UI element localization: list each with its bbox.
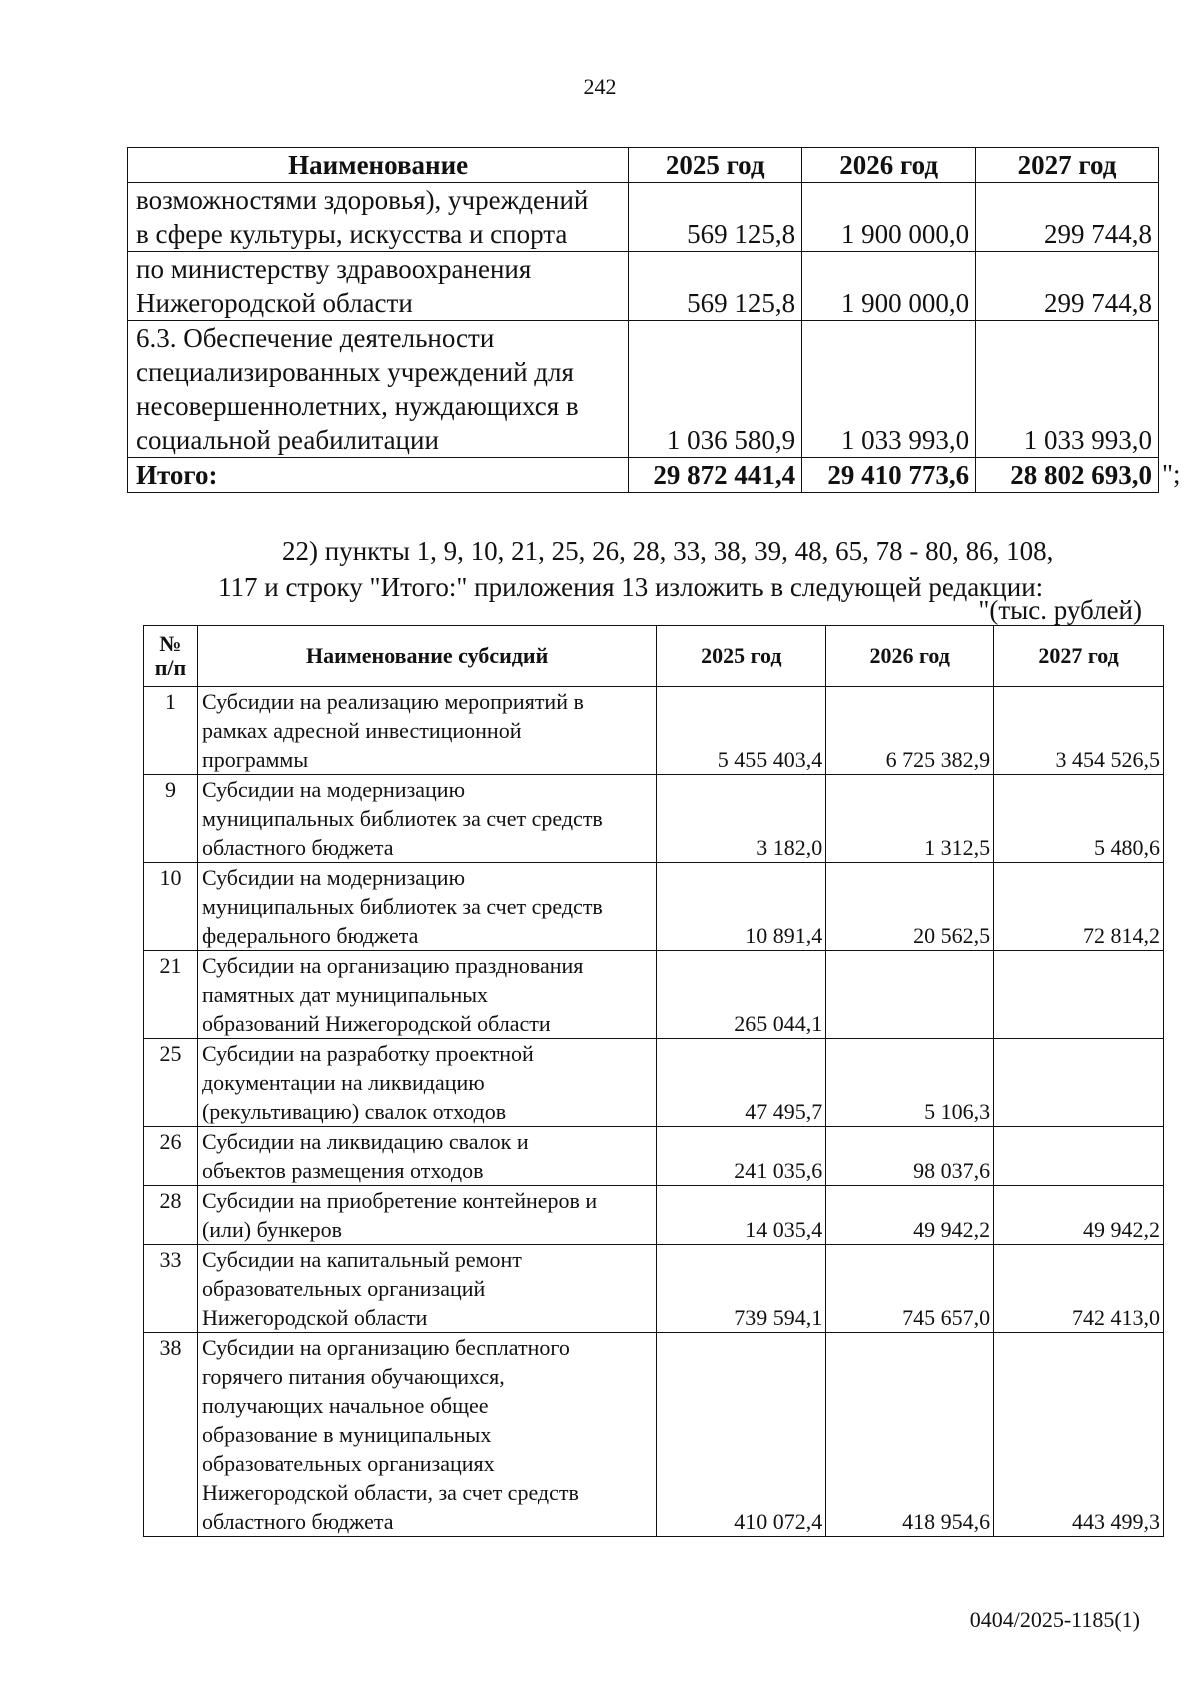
- name-line: Субсидии на модернизацию: [201, 777, 466, 802]
- subsidy-name: [197, 1333, 656, 1537]
- name-line: Субсидии на приобретение контейнеров и: [201, 1188, 598, 1213]
- table2-header-row: [144, 626, 1164, 687]
- name-line: Субсидии на ликвидацию свалок и: [201, 1129, 529, 1154]
- name-line: в сфере культуры, искусства и спорта: [136, 219, 568, 249]
- subsidy-name: [197, 951, 656, 1039]
- value-2026: 745 657,0: [826, 1245, 994, 1333]
- name-line: Субсидии на реализацию мероприятий в: [201, 689, 584, 714]
- value-2027: 5 480,6: [994, 775, 1164, 863]
- name-line: возможностями здоровья), учреждений: [136, 185, 589, 215]
- table1-header-2025: 2025 год: [629, 148, 802, 183]
- table1-row-name: [128, 252, 629, 321]
- table1-value-2025: 569 125,8: [629, 183, 802, 252]
- row-number: 26: [144, 1127, 198, 1186]
- value-2027: [994, 1127, 1164, 1186]
- value-2026: 5 106,3: [826, 1039, 994, 1127]
- table-row: [144, 1245, 1164, 1333]
- name-line: Субсидии на разработку проектной: [201, 1041, 534, 1066]
- name-line: образований Нижегородской области: [201, 1011, 551, 1036]
- table-row: [144, 1127, 1164, 1186]
- table1-header-row: [128, 148, 1159, 183]
- table1-value-2025: 569 125,8: [629, 252, 802, 321]
- total-label: Итого:: [128, 458, 629, 493]
- table2-header-number: [144, 626, 198, 687]
- table-row: [144, 1039, 1164, 1127]
- total-2026: 29 410 773,6: [802, 458, 976, 493]
- row-number: 1: [144, 687, 198, 775]
- row-number: 38: [144, 1333, 198, 1537]
- table1-row-name: [128, 321, 629, 458]
- table-row: [144, 863, 1164, 951]
- name-line: программы: [201, 747, 309, 772]
- subsidies-table: [143, 625, 1164, 1537]
- name-line: несовершеннолетних, нуждающихся в: [136, 391, 579, 421]
- value-2027: [994, 1039, 1164, 1127]
- value-2025: 241 035,6: [657, 1127, 826, 1186]
- row-number: 9: [144, 775, 198, 863]
- row-number: 25: [144, 1039, 198, 1127]
- value-2026: 98 037,6: [826, 1127, 994, 1186]
- value-2025: 265 044,1: [657, 951, 826, 1039]
- name-line: Субсидии на организацию празднования: [201, 953, 584, 978]
- closing-quote: ";: [1162, 459, 1181, 489]
- instruction-line-2: 117 и строку "Итого:" приложения 13 изложить в следующей редакции:: [218, 572, 1044, 602]
- value-2025: 410 072,4: [657, 1333, 826, 1537]
- table1-value-2027: 299 744,8: [976, 252, 1159, 321]
- table-row: [144, 951, 1164, 1039]
- value-2026: 20 562,5: [826, 863, 994, 951]
- subsidy-name: [197, 775, 656, 863]
- subsidy-name: [197, 1186, 656, 1245]
- name-line: образовательных организациях: [201, 1451, 495, 1476]
- name-line: (рекультивацию) свалок отходов: [201, 1099, 507, 1124]
- units-label: "(тыс. рублей): [978, 595, 1142, 625]
- name-line: областного бюджета: [201, 835, 394, 860]
- value-2027: 742 413,0: [994, 1245, 1164, 1333]
- name-line: документации на ликвидацию: [201, 1070, 485, 1095]
- value-2027: 443 499,3: [994, 1333, 1164, 1537]
- value-2026: 418 954,6: [826, 1333, 994, 1537]
- name-line: образование в муниципальных: [201, 1422, 492, 1447]
- value-2027: 49 942,2: [994, 1186, 1164, 1245]
- name-line: муниципальных библиотек за счет средств: [201, 894, 603, 919]
- table2-header-2026: 2026 год: [826, 626, 994, 687]
- name-line: по министерству здравоохранения: [136, 254, 532, 284]
- table-row: [144, 775, 1164, 863]
- table2-header-2027: 2027 год: [994, 626, 1164, 687]
- total-2025: 29 872 441,4: [629, 458, 802, 493]
- name-line: (или) бункеров: [201, 1217, 343, 1242]
- row-number: 10: [144, 863, 198, 951]
- name-line: горячего питания обучающихся,: [201, 1364, 505, 1389]
- header-number-abbr: п/п: [154, 655, 187, 680]
- page-number: 242: [583, 74, 617, 99]
- name-line: памятных дат муниципальных: [201, 982, 489, 1007]
- table1-row: [128, 252, 1159, 321]
- table1-row: [128, 321, 1159, 458]
- name-line: Нижегородской области: [136, 288, 413, 318]
- name-line: рамках адресной инвестиционной: [201, 718, 522, 743]
- row-number: 21: [144, 951, 198, 1039]
- name-line: Нижегородской области, за счет средств: [201, 1480, 579, 1505]
- name-line: 6.3. Обеспечение деятельности: [136, 323, 495, 353]
- table1-header-2026: 2026 год: [802, 148, 976, 183]
- table-row: [144, 1333, 1164, 1537]
- table1-total-row: [128, 458, 1159, 493]
- value-2027: 3 454 526,5: [994, 687, 1164, 775]
- name-line: Субсидии на капитальный ремонт: [201, 1247, 522, 1272]
- table1-value-2026: 1 900 000,0: [802, 183, 976, 252]
- value-2027: [994, 951, 1164, 1039]
- table1-value-2027: 1 033 993,0: [976, 321, 1159, 458]
- value-2025: 47 495,7: [657, 1039, 826, 1127]
- name-line: образовательных организаций: [201, 1276, 486, 1301]
- name-line: Субсидии на модернизацию: [201, 865, 466, 890]
- table-row: [144, 687, 1164, 775]
- table1-row: [128, 183, 1159, 252]
- value-2026: 49 942,2: [826, 1186, 994, 1245]
- table1-header-name: Наименование: [128, 148, 629, 183]
- name-line: федерального бюджета: [201, 923, 419, 948]
- value-2026: [826, 951, 994, 1039]
- name-line: областного бюджета: [201, 1509, 394, 1534]
- instruction-line-1: 22) пункты 1, 9, 10, 21, 25, 26, 28, 33, 38, 39, 48, 65, 78 - 80, 86, 108,: [282, 536, 1054, 566]
- table2-header-2025: 2025 год: [657, 626, 826, 687]
- table2-header-name: Наименование субсидий: [197, 626, 656, 687]
- name-line: объектов размещения отходов: [201, 1158, 484, 1183]
- name-line: Субсидии на организацию бесплатного: [201, 1335, 570, 1360]
- table1-value-2027: 299 744,8: [976, 183, 1159, 252]
- table1-row-name: [128, 183, 629, 252]
- value-2025: 739 594,1: [657, 1245, 826, 1333]
- value-2026: 1 312,5: [826, 775, 994, 863]
- subsidy-name: [197, 863, 656, 951]
- total-2027: 28 802 693,0: [976, 458, 1159, 493]
- subsidy-name: [197, 687, 656, 775]
- name-line: специализированных учреждений для: [136, 357, 574, 387]
- table1-value-2025: 1 036 580,9: [629, 321, 802, 458]
- header-number-sign: №: [159, 631, 182, 656]
- table-row: [144, 1186, 1164, 1245]
- value-2026: 6 725 382,9: [826, 687, 994, 775]
- name-line: социальной реабилитации: [136, 425, 439, 455]
- value-2025: 14 035,4: [657, 1186, 826, 1245]
- document-code: 0404/2025-1185(1): [969, 1607, 1140, 1632]
- name-line: получающих начальное общее: [201, 1393, 489, 1418]
- value-2025: 3 182,0: [657, 775, 826, 863]
- value-2025: 5 455 403,4: [657, 687, 826, 775]
- subsidy-name: [197, 1039, 656, 1127]
- table1-value-2026: 1 900 000,0: [802, 252, 976, 321]
- row-number: 33: [144, 1245, 198, 1333]
- row-number: 28: [144, 1186, 198, 1245]
- name-line: Нижегородской области: [201, 1305, 428, 1330]
- value-2025: 10 891,4: [657, 863, 826, 951]
- subsidy-name: [197, 1127, 656, 1186]
- table1-header-2027: 2027 год: [976, 148, 1159, 183]
- budget-table-continuation: [127, 147, 1159, 493]
- name-line: муниципальных библиотек за счет средств: [201, 806, 603, 831]
- value-2027: 72 814,2: [994, 863, 1164, 951]
- subsidy-name: [197, 1245, 656, 1333]
- table1-value-2026: 1 033 993,0: [802, 321, 976, 458]
